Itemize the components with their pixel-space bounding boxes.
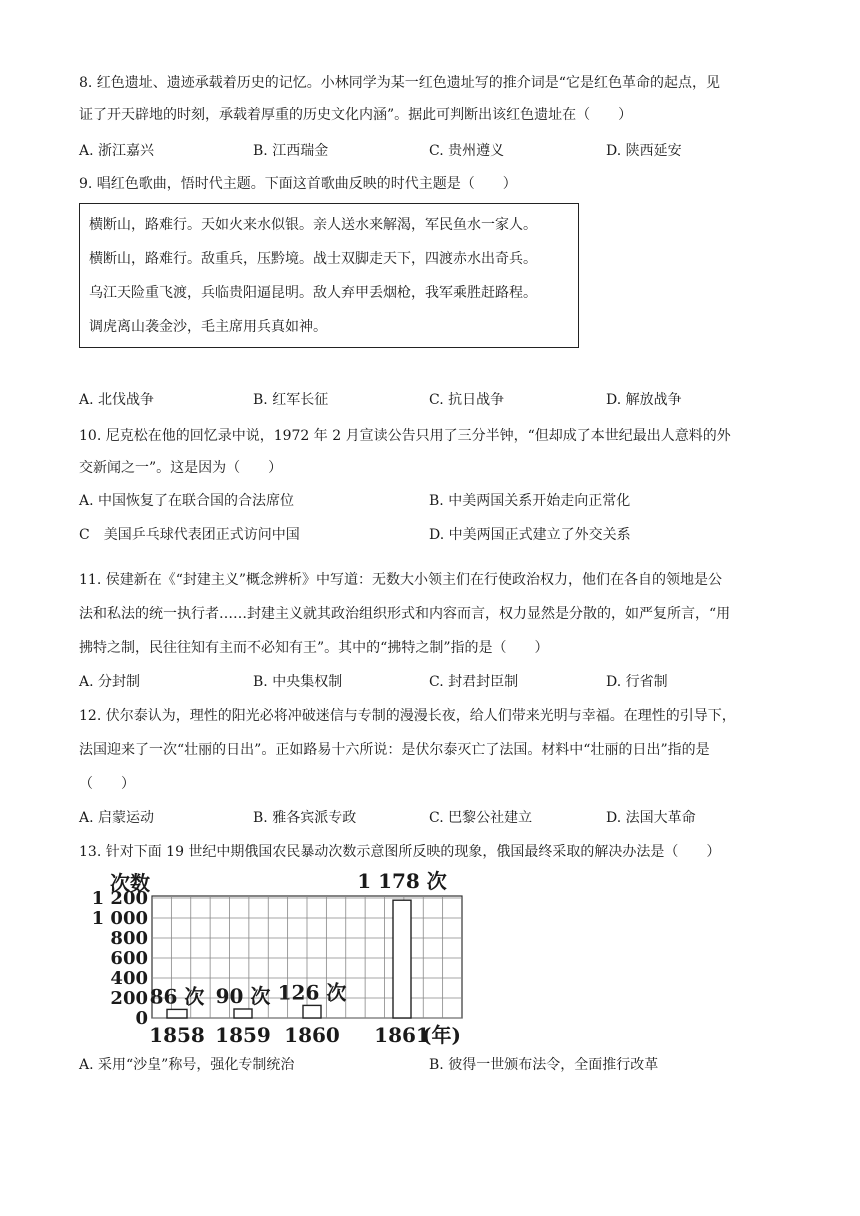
q9-poem-box <box>79 203 579 348</box>
q12-option-c: C. 巴黎公社建立 <box>429 810 533 826</box>
chart-x-ticks <box>149 1023 430 1047</box>
chart-x-tick-1859: 1859 <box>215 1023 271 1047</box>
q13-stem: 13. 针对下面 19 世纪中期俄国农民暴动次数示意图所反映的现象，俄国最终采取的解决办法是（ ） <box>79 844 721 860</box>
q9-option-a: A. 北伐战争 <box>79 392 155 408</box>
q9-poem-line-1: 横断山，路难行。天如火来水似银。亲人送水来解渴，军民鱼水一家人。 <box>89 217 537 233</box>
q9-poem-line-2: 横断山，路难行。敌重兵，压黔境。战士双脚走天下，四渡赤水出奇兵。 <box>89 251 537 267</box>
q13-option-b: B. 彼得一世颁布法令，全面推行改革 <box>429 1057 659 1073</box>
q9-option-c: C. 抗日战争 <box>429 392 505 408</box>
q12-option-b: B. 雅各宾派专政 <box>253 810 357 826</box>
chart-data-label-1861: 1 178 次 <box>357 869 447 893</box>
q9-poem-line-3: 乌江天险重飞渡，兵临贵阳逼昆明。敌人弃甲丢烟枪，我军乘胜赶路程。 <box>89 285 537 301</box>
q12-options <box>79 808 799 828</box>
q10-stem-line-1: 10. 尼克松在他的回忆录中说，1972 年 2 月宣读公告只用了三分半钟，“但却成了本世纪最出人意料的外 <box>79 428 731 444</box>
q11-option-d: D. 行省制 <box>606 674 668 690</box>
q13-option-a: A. 采用“沙皇”称号，强化专制统治 <box>79 1057 295 1073</box>
chart-x-tick-1861: 1861 <box>374 1023 430 1047</box>
q8-stem-line-2: 证了开天辟地的时刻，承载着厚重的历史文化内涵”。据此可判断出该红色遗址在（ ） <box>79 107 633 123</box>
q8-options <box>79 141 799 161</box>
chart-y-tick-label: 1 000 <box>91 908 148 929</box>
chart-x-tick-1858: 1858 <box>149 1023 205 1047</box>
q10-stem-line-2: 交新闻之一”。这是因为（ ） <box>79 460 283 476</box>
chart-y-tick-label: 200 <box>110 988 148 1009</box>
chart-y-tick-label: 600 <box>110 948 148 969</box>
chart-data-label-1860: 126 次 <box>277 980 347 1005</box>
q8-option-a: A. 浙江嘉兴 <box>79 143 155 159</box>
q12-option-a: A. 启蒙运动 <box>79 810 155 826</box>
chart-y-axis-label: 次数 <box>110 871 150 895</box>
q8-stem-line-1: 8. 红色遗址、遗迹承载着历史的记忆。小林同学为某一红色遗址写的推介词是“它是红色革命的起点，见 <box>79 75 720 91</box>
q13-options-row-1 <box>79 1055 799 1075</box>
chart-bar-1859 <box>234 1009 252 1018</box>
q10-options-row-2 <box>79 525 799 545</box>
q9-option-d: D. 解放战争 <box>606 392 682 408</box>
q9-option-b: B. 红军长征 <box>253 392 329 408</box>
q12-stem-line-1: 12. 伏尔泰认为，理性的阳光必将冲破迷信与专制的漫漫长夜，给人们带来光明与幸福。在理性的引导下， <box>79 708 736 724</box>
q8-option-d: D. 陕西延安 <box>606 143 682 159</box>
chart-data-label-1859: 90 次 <box>215 984 271 1008</box>
peasant-uprising-bar-chart <box>91 868 480 1053</box>
chart-y-tick-label: 400 <box>110 968 148 989</box>
q10-option-c: C 美国乒乓球代表团正式访问中国 <box>79 527 300 543</box>
q11-option-c: C. 封君封臣制 <box>429 674 519 690</box>
chart-x-unit: (年) <box>422 1023 461 1047</box>
q8-option-c: C. 贵州遵义 <box>429 143 505 159</box>
chart-y-tick-label: 1 200 <box>91 888 148 909</box>
q11-stem-line-1: 11. 侯建新在《“封建主义”概念辨析》中写道：无数大小领主们在行使政治权力，他们在各自的领地是公 <box>79 572 723 588</box>
chart-bar-1860 <box>303 1005 321 1018</box>
chart-bar-1858 <box>167 1009 187 1018</box>
q9-poem-line-4: 调虎离山袭金沙，毛主席用兵真如神。 <box>89 319 327 335</box>
q11-option-b: B. 中央集权制 <box>253 674 343 690</box>
chart-y-tick-label: 800 <box>110 928 148 949</box>
q12-stem-line-2: 法国迎来了一次“壮丽的日出”。正如路易十六所说：是伏尔泰灭亡了法国。材料中“壮丽的日出”指的是 <box>79 742 710 758</box>
chart-bar-1861 <box>393 900 411 1018</box>
chart-y-ticks <box>92 888 148 1029</box>
q9-options <box>79 390 799 410</box>
q10-option-a: A. 中国恢复了在联合国的合法席位 <box>79 493 295 509</box>
q10-options-row-1 <box>79 491 799 511</box>
q11-stem-line-3: 拂特之制，民往往知有主而不必知有王”。其中的“拂特之制”指的是（ ） <box>79 640 549 656</box>
q12-option-d: D. 法国大革命 <box>606 810 696 826</box>
chart-x-tick-1860: 1860 <box>284 1023 340 1047</box>
q10-option-d: D. 中美两国正式建立了外交关系 <box>429 527 631 543</box>
q11-option-a: A. 分封制 <box>79 674 141 690</box>
q11-stem-line-2: 法和私法的统一执行者……封建主义就其政治组织形式和内容而言，权力显然是分散的，如严复所言，“用 <box>79 606 731 622</box>
q9-stem: 9. 唱红色歌曲，悟时代主题。下面这首歌曲反映的时代主题是（ ） <box>79 176 517 192</box>
chart-data-label-1858: 86 次 <box>149 984 205 1009</box>
q10-option-b: B. 中美两国关系开始走向正常化 <box>429 493 631 509</box>
chart-y-tick-label: 0 <box>135 1008 148 1029</box>
q12-stem-line-3: （ ） <box>79 776 135 792</box>
q8-option-b: B. 江西瑞金 <box>253 143 329 159</box>
q11-options <box>79 672 799 692</box>
